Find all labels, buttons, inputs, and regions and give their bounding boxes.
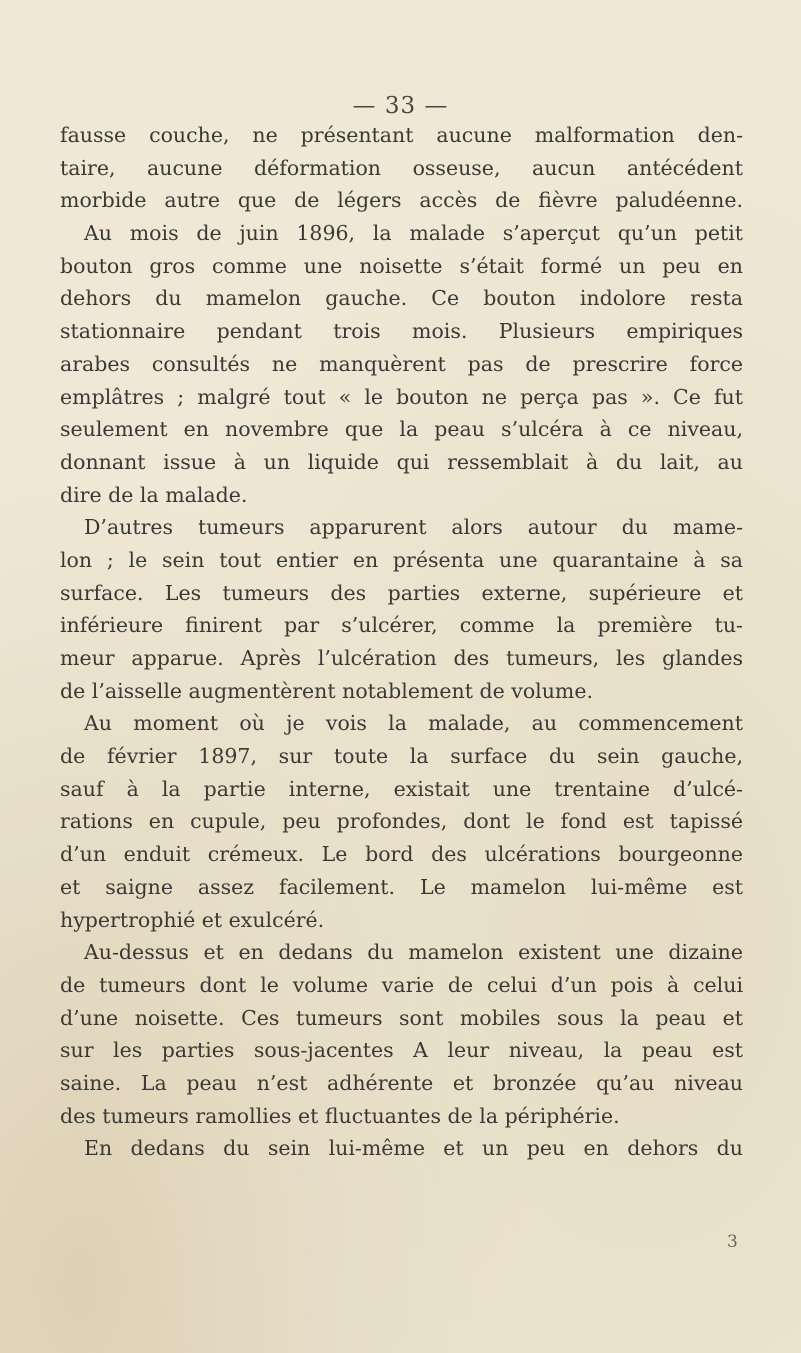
text-line: hypertrophié et exulcéré. [60,907,325,932]
page-number: — 33 — [352,93,449,119]
text-line: Au moment où je vois la malade, au commencement [84,711,743,736]
text-line: des tumeurs ramollies et fluctuantes de la périphérie. [60,1103,620,1128]
text-line: surface. Les tumeurs des parties externe, supérieure et [60,580,743,605]
text-line: Au-dessus et en dedans du mamelon existent une dizaine [84,940,743,965]
text-line: taire, aucune déformation osseuse, aucun antécédent [60,155,743,180]
text-line: emplâtres ; malgré tout « le bouton ne perça pas ». Ce fut [60,384,743,409]
text-line: et saigne assez facilement. Le mamelon lui-même est [60,874,743,899]
body-text [60,119,743,1165]
text-line: morbide autre que de légers accès de fièvre paludéenne. [60,188,743,213]
signature-mark: 3 [727,1232,738,1252]
text-line: saine. La peau n’est adhérente et bronzée qu’au niveau [60,1070,743,1095]
text-line: lon ; le sein tout entier en présenta une quarantaine à sa [60,547,743,572]
text-line: Au mois de juin 1896, la malade s’aperçut qu’un petit [84,221,743,246]
text-line: sur les parties sous-jacentes A leur niveau, la peau est [60,1038,743,1063]
text-line: En dedans du sein lui-même et un peu en dehors du [84,1136,743,1161]
text-line: D’autres tumeurs apparurent alors autour du mame- [84,515,743,540]
text-line: bouton gros comme une noisette s’était formé un peu en [60,253,743,278]
text-line: de l’aisselle augmentèrent notablement de volume. [60,678,594,703]
text-line: dehors du mamelon gauche. Ce bouton indolore resta [60,286,743,311]
text-line: de tumeurs dont le volume varie de celui d’un pois à celui [60,972,743,997]
text-line: fausse couche, ne présentant aucune malformation den- [60,123,743,147]
text-line: dire de la malade. [60,482,248,507]
text-line: meur apparue. Après l’ulcération des tumeurs, les glandes [60,646,743,670]
text-line: de février 1897, sur toute la surface du sein gauche, [60,744,743,769]
text-line: arabes consultés ne manquèrent pas de prescrire force [60,351,743,376]
text-line: stationnaire pendant trois mois. Plusieurs empiriques [60,319,743,344]
text-line: d’une noisette. Ces tumeurs sont mobiles sous la peau et [60,1005,743,1030]
text-line: d’un enduit crémeux. Le bord des ulcérations bourgeonne [60,842,743,867]
text-line: inférieure finirent par s’ulcérer, comme la première tu- [60,613,743,638]
text-line: rations en cupule, peu profondes, dont le fond est tapissé [60,809,743,834]
text-line: seulement en novembre que la peau s’ulcéra à ce niveau, [60,417,743,442]
text-line: sauf à la partie interne, existait une trentaine d’ulcé- [60,776,743,801]
text-line: donnant issue à un liquide qui ressemblait à du lait, au [60,449,743,474]
